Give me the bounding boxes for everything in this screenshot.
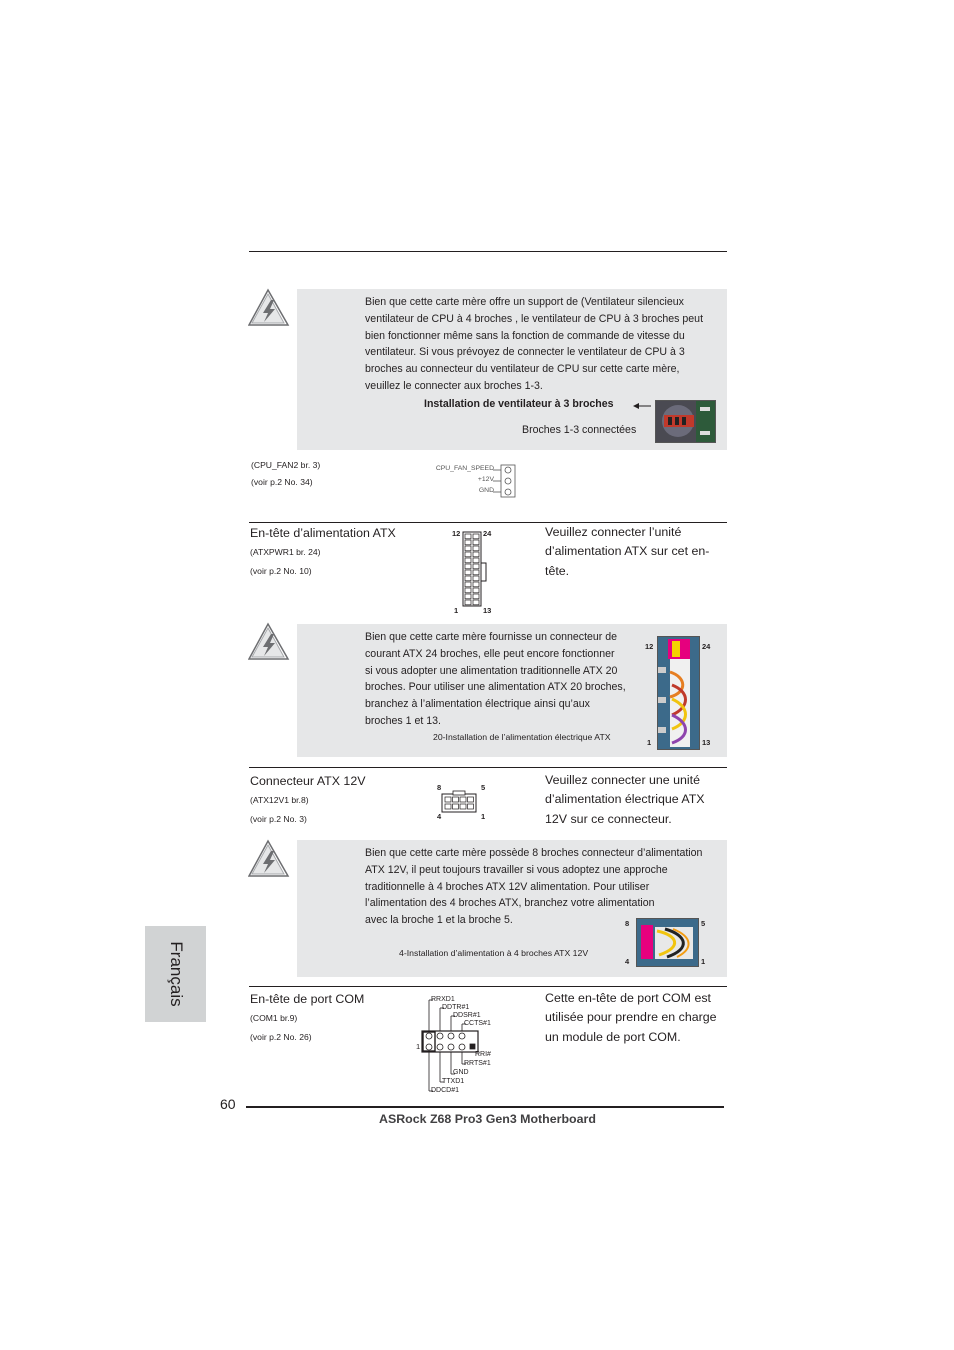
note-fan-line: veuillez le connecter aux broches 1-3.: [365, 379, 543, 392]
note-fan-line: bien fonctionner même sans la fonction de commande de vitesse du: [365, 329, 685, 342]
atx24-connector-icon: [462, 531, 488, 607]
atx20-pin-13: 13: [702, 738, 711, 747]
com-desc-line: un module de port COM.: [545, 1029, 681, 1044]
footer-rule: [246, 1106, 724, 1108]
warning-icon: [248, 288, 290, 328]
fan-install-caption: Broches 1-3 connectées: [522, 424, 637, 436]
atx-desc-line: tête.: [545, 563, 570, 578]
note-atx12v-line: ATX 12V, il peut toujours travailler si vous adoptez une approche: [365, 863, 668, 876]
atx12v-photo-pin-8: 8: [625, 919, 630, 928]
note-atx12v-line: avec la broche 1 et la broche 5.: [365, 914, 513, 927]
com-pin-label: RRTS#1: [464, 1060, 491, 1067]
atx-page-ref: (voir p.2 No. 10): [250, 566, 312, 576]
page-number: 60: [220, 1096, 236, 1112]
com-diagram: [415, 994, 525, 1096]
warning-icon: [248, 839, 290, 879]
note-atx12v-line: l’alimentation des 4 broches ATX, branchez votre alimentation: [365, 897, 655, 910]
section-rule-com: [249, 986, 727, 987]
com-desc-line: utilisée pour prendre en charge: [545, 1010, 717, 1025]
com-title: En-tête de port COM: [250, 992, 365, 1006]
atx-title: En-tête d’alimentation ATX: [250, 526, 396, 540]
atx12v-page-ref: (voir p.2 No. 3): [250, 814, 307, 824]
atx12v-pin-5: 5: [481, 783, 486, 792]
com-page-ref: (voir p.2 No. 26): [250, 1032, 312, 1042]
header-rule: [249, 251, 727, 252]
note-fan-line: ventilateur. Si vous prévoyez de connecter le ventilateur de CPU à 3: [365, 346, 685, 359]
com-pin-label: DDSR#1: [453, 1012, 481, 1019]
com-pin-label: GND: [453, 1069, 469, 1076]
cpu-fan2-ref: (CPU_FAN2 br. 3): [251, 460, 321, 470]
arrow-left-icon: [632, 401, 652, 411]
atx12v-photo-pin-1: 1: [701, 957, 706, 966]
atx20-pin-1: 1: [647, 738, 652, 747]
atx12v-description: [545, 771, 727, 829]
com-pin-label: CCTS#1: [464, 1020, 491, 1027]
atx12v-pin-8: 8: [437, 783, 442, 792]
com-ref: (COM1 br.9): [250, 1013, 298, 1023]
note-fan-text: [365, 294, 727, 395]
atx12v-photo-pin-5: 5: [701, 919, 706, 928]
atx-desc-line: d’alimentation ATX sur cet en-: [545, 544, 710, 559]
note-atx20-line: Bien que cette carte mère fournisse un connecteur de: [365, 631, 618, 643]
atx12v-ref: (ATX12V1 br.8): [250, 795, 309, 805]
com-desc-line: Cette en-tête de port COM est: [545, 991, 711, 1005]
atx-pin-1: 1: [454, 606, 459, 615]
com-pin-label: DDTR#1: [442, 1004, 470, 1011]
com-pin-label: DDCD#1: [431, 1087, 460, 1094]
com-pin-1-label: 1: [416, 1042, 421, 1051]
atx12v-pin-1: 1: [481, 812, 486, 821]
com-pin-label: TTXD1: [442, 1078, 465, 1085]
atx12v-photo-pin-4: 4: [625, 957, 630, 966]
atx12v-desc-line: Veuillez connecter une unité: [545, 773, 700, 787]
atx-description: [545, 523, 727, 581]
atx-pin-24: 24: [483, 529, 492, 538]
language-tab-label: Français: [166, 941, 186, 1007]
note-atx20-line: si vous adopter une alimentation traditionnelle ATX 20: [365, 664, 618, 677]
fan-connector-icon: [493, 464, 517, 498]
pin-label: GND: [478, 487, 494, 494]
atx12v-connector-icon: [441, 790, 477, 814]
pin-label: CPU_FAN_SPEED: [435, 465, 494, 472]
cpu-fan2-page-ref: (voir p.2 No. 34): [251, 477, 313, 487]
note-fan-line: ventilateur de CPU à 4 broches , le ventilateur de CPU à 3 broches peut: [365, 312, 704, 325]
atx-desc-line: Veuillez connecter l’unité: [545, 525, 682, 539]
fan-install-title: Installation de ventilateur à 3 broches: [424, 398, 614, 410]
com-pin-label: RRXD1: [431, 996, 455, 1003]
footer-title: ASRock Z68 Pro3 Gen3 Motherboard: [379, 1112, 596, 1126]
note-atx20-line: courant ATX 24 broches, elle peut encore fonctionner: [365, 647, 615, 660]
atx12v-install-photo: [636, 918, 699, 967]
atx12v-desc-line: d’alimentation électrique ATX: [545, 792, 705, 807]
note-atx12v-line: Bien que cette carte mère possède 8 broches connecteur d’alimentation: [365, 847, 703, 859]
note-atx20-line: branchez à l’alimentation électrique ainsi qu’aux: [365, 698, 590, 711]
atx20-pin-24: 24: [702, 642, 711, 651]
note-fan-line: broches au connecteur du ventilateur de CPU sur cette carte mère,: [365, 363, 680, 376]
atx20-caption: 20-Installation de l’alimentation électrique ATX: [433, 732, 611, 742]
atx-pin-12: 12: [452, 529, 461, 538]
atx-ref: (ATXPWR1 br. 24): [250, 547, 321, 557]
atx20-install-photo: [657, 636, 700, 750]
cpu-fan2-diagram: [430, 464, 520, 500]
note-fan-line: Bien que cette carte mère offre un support de (Ventilateur silencieux: [365, 296, 684, 308]
atx12v-caption: 4-Installation d’alimentation à 4 broches ATX 12V: [399, 948, 589, 958]
atx-pin-13: 13: [483, 606, 492, 615]
note-atx12v-line: traditionnelle à 4 broches ATX 12V alimentation. Pour utiliser: [365, 880, 650, 893]
note-atx20-line: broches 1 et 13.: [365, 714, 441, 727]
language-side-tab[interactable]: [145, 926, 206, 1022]
com-connector-icon: [415, 994, 525, 1096]
fan-install-photo: [655, 400, 716, 443]
atx12v-desc-line: 12V sur ce connecteur.: [545, 811, 672, 826]
pin-label: +12V: [477, 476, 494, 483]
atx20-pin-12: 12: [645, 642, 654, 651]
section-rule-atx12v: [249, 767, 727, 768]
atx12v-pin-4: 4: [437, 812, 442, 821]
note-atx20-line: broches. Pour utiliser une alimentation ATX 20 broches,: [365, 681, 626, 694]
atx12v-title: Connecteur ATX 12V: [250, 774, 366, 788]
warning-icon: [248, 622, 290, 662]
com-description: [545, 989, 727, 1047]
note-atx12v-text: [365, 845, 727, 929]
note-atx20-text: [365, 629, 645, 730]
com-pin-label: RRI#: [475, 1051, 491, 1058]
